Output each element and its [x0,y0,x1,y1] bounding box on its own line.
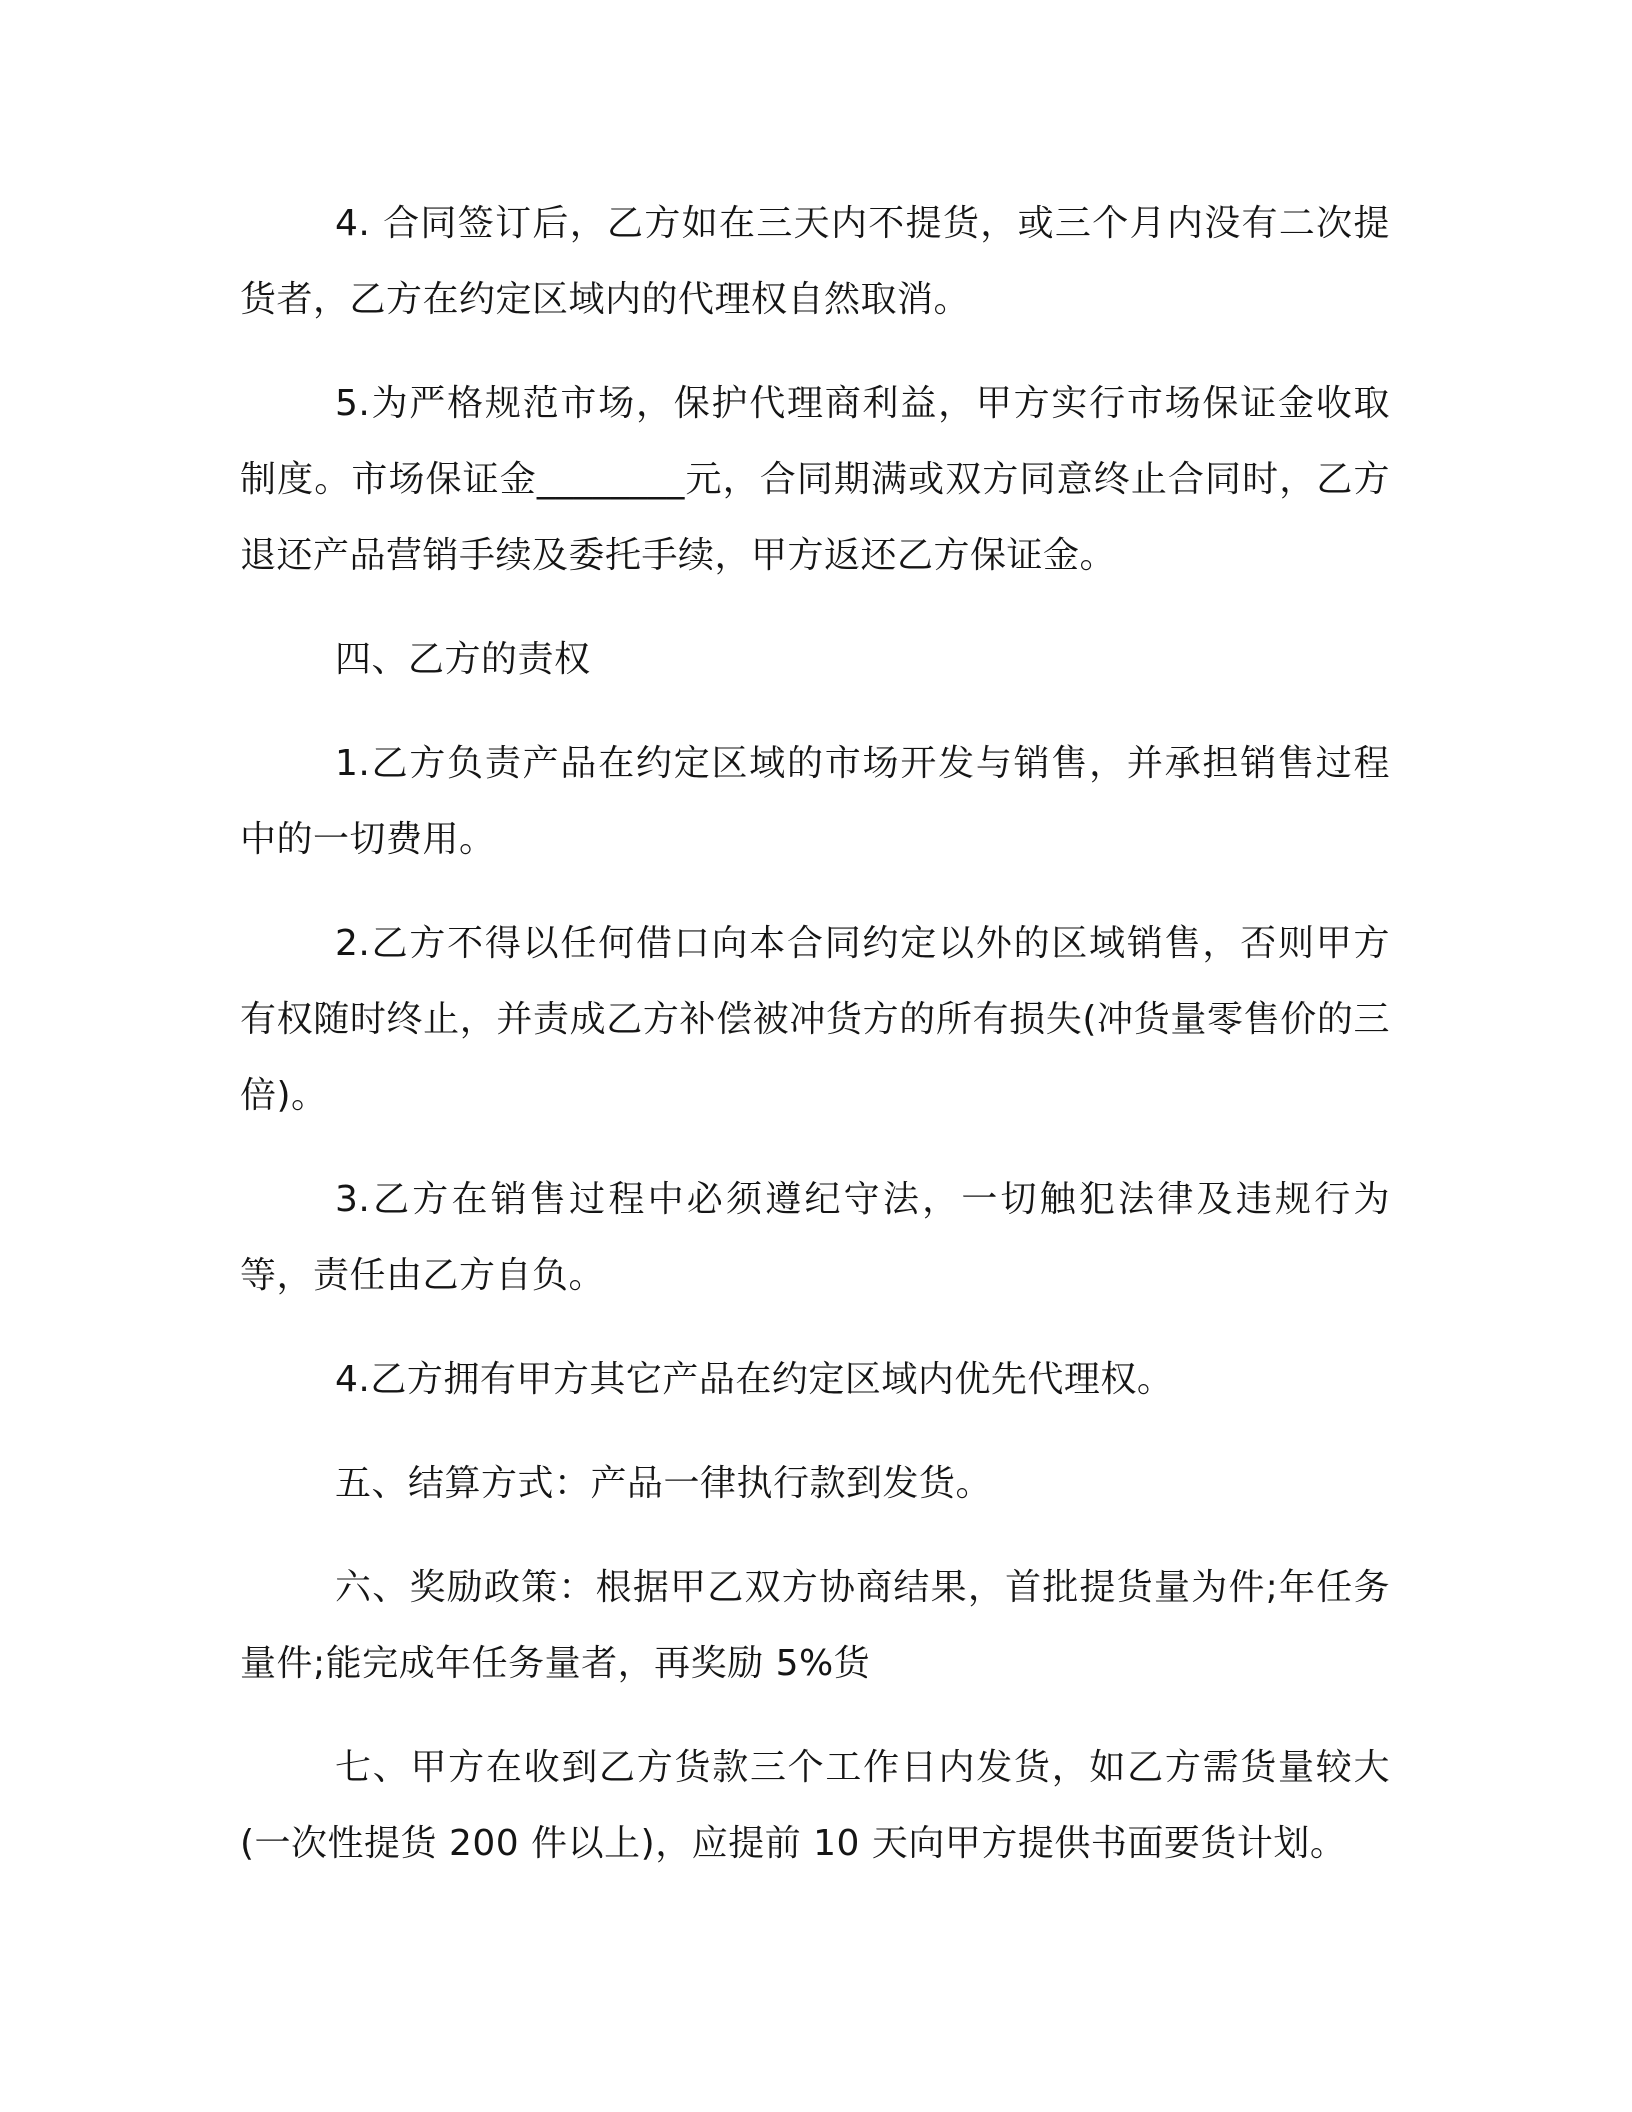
clause-5-deposit: 5.为严格规范市场，保护代理商利益，甲方实行市场保证金收取制度。市场保证金________元，合同期满或双方同意终止合同时，乙方退还产品营销手续及委托手续，甲方返还乙方保证金。 [240,383,1390,576]
clause-4-pickup: 4. 合同签订后，乙方如在三天内不提货，或三个月内没有二次提货者，乙方在约定区域内的代理权自然取消。 [240,203,1390,320]
section-delivery-terms: 七、甲方在收到乙方货款三个工作日内发货，如乙方需货量较大(一次性提货 200 件以上)，应提前 10 天向甲方提供书面要货计划。 [240,1747,1390,1864]
section-heading-party-b-duties: 四、乙方的责权 [335,639,591,680]
clause-2-region-restriction: 2.乙方不得以任何借口向本合同约定以外的区域销售，否则甲方有权随时终止，并责成乙方补偿被冲货方的所有损失(冲货量零售价的三倍)。 [240,923,1390,1116]
section-settlement-method: 五、结算方式：产品一律执行款到发货。 [335,1463,993,1504]
clause-3-legal-compliance: 3.乙方在销售过程中必须遵纪守法，一切触犯法律及违规行为等，责任由乙方自负。 [240,1179,1390,1296]
document-body [240,186,1390,1910]
clause-4-priority-agency: 4.乙方拥有甲方其它产品在约定区域内优先代理权。 [335,1359,1174,1400]
section-reward-policy: 六、奖励政策：根据甲乙双方协商结果，首批提货量为件;年任务量件;能完成年任务量者，再奖励 5%货 [240,1567,1390,1684]
clause-1-market-development: 1.乙方负责产品在约定区域的市场开发与销售，并承担销售过程中的一切费用。 [240,743,1390,860]
